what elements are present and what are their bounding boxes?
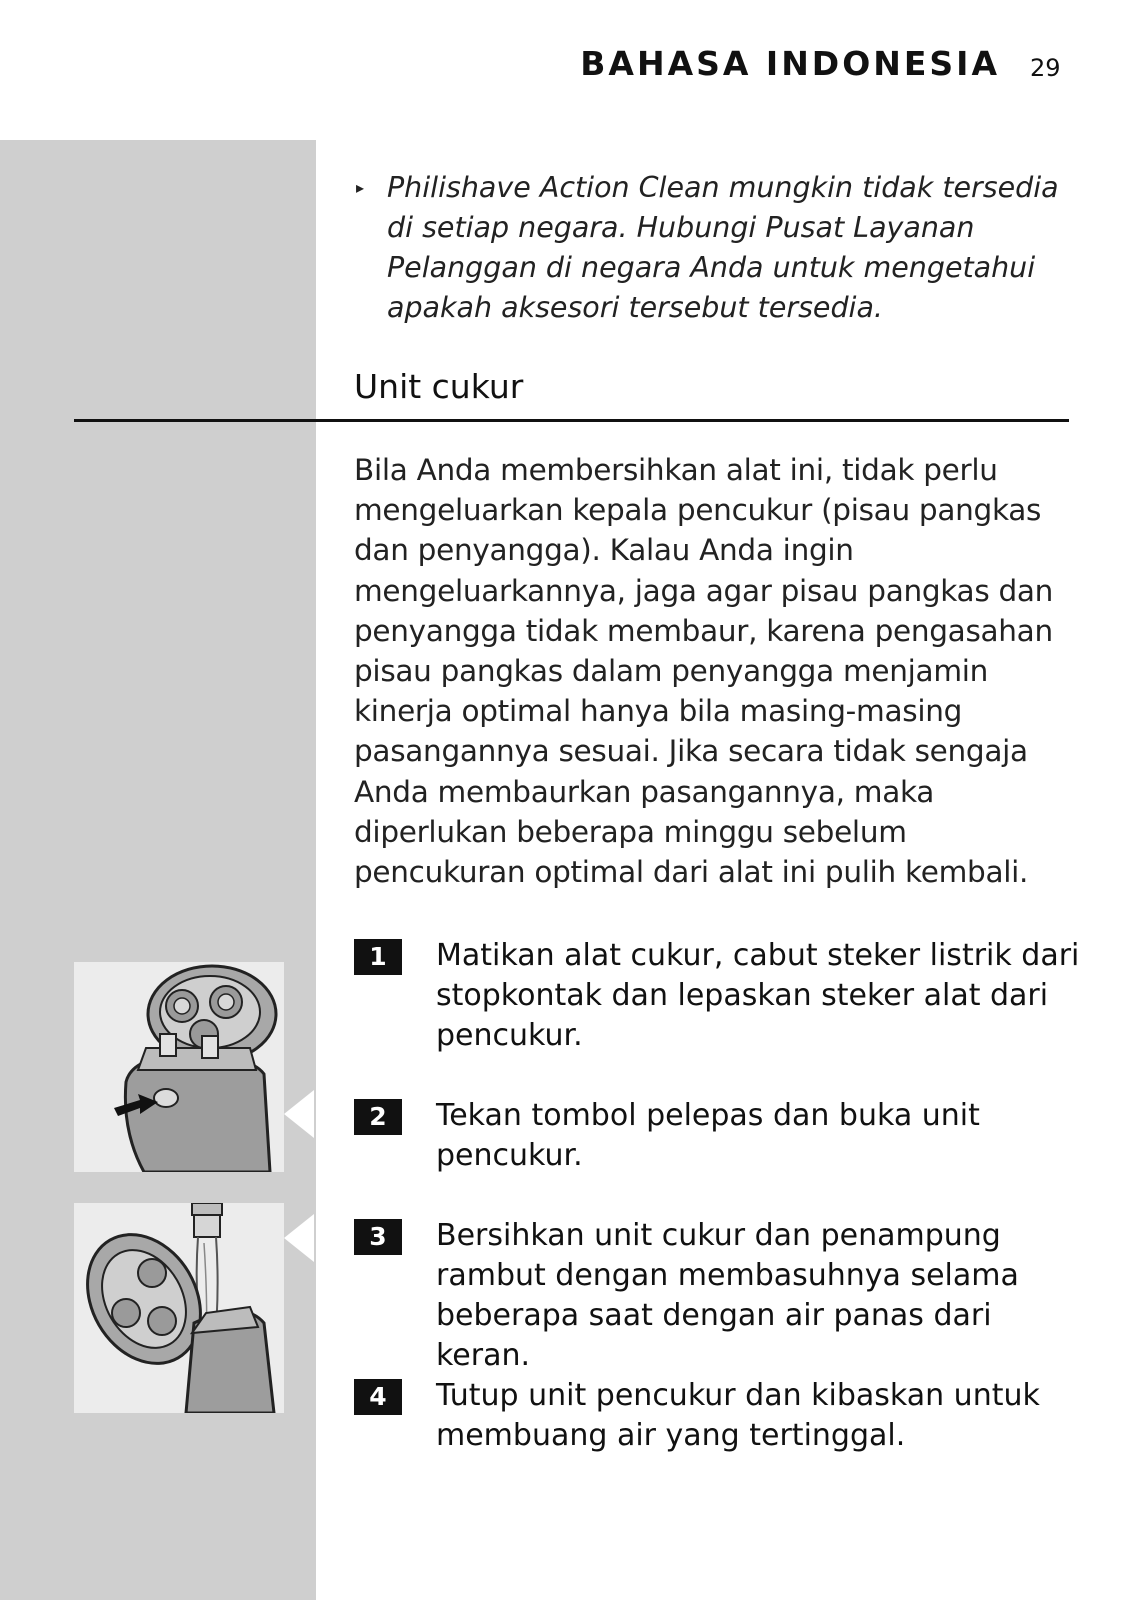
step-item	[354, 1216, 1094, 1376]
bullet-arrow-icon: ▸	[356, 178, 365, 197]
section-divider	[74, 419, 1069, 422]
illustration-pointer	[284, 1090, 314, 1138]
step-item	[354, 1096, 1094, 1176]
step-text: Tutup unit pencukur dan kibaskan untuk membuang air yang tertinggal.	[436, 1378, 1040, 1453]
shaver-rinse-under-tap-icon	[74, 1203, 284, 1413]
step-text: Matikan alat cukur, cabut steker listrik dari stopkontak dan lepaskan steker alat dari pencukur.	[436, 938, 1080, 1053]
note-text: Philishave Action Clean mungkin tidak tersedia di setiap negara. Hubungi Pusat Layanan Pelanggan di negara Anda untuk mengetahui apakah aksesori tersebut tersedia.	[387, 171, 1059, 324]
step-text: Bersihkan unit cukur dan penampung rambut dengan membasuhnya selama beberapa saat dengan air panas dari keran.	[436, 1218, 1019, 1373]
section-heading: Unit cukur	[354, 367, 524, 406]
step-item	[354, 1376, 1094, 1456]
shaver-open-illustration	[74, 962, 284, 1172]
shaver-open-release-button-icon	[74, 962, 284, 1172]
availability-note	[356, 168, 1076, 328]
step-text: Tekan tombol pelepas dan buka unit pencukur.	[436, 1098, 980, 1173]
step-number-badge: 1	[354, 939, 402, 975]
page-header-title: BAHASA INDONESIA	[580, 44, 1000, 83]
step-number-badge: 2	[354, 1099, 402, 1135]
shaver-rinse-illustration	[74, 1203, 284, 1413]
step-number-badge: 3	[354, 1219, 402, 1255]
page-number: 29	[1030, 54, 1061, 82]
illustration-pointer	[284, 1214, 314, 1262]
section-paragraph: Bila Anda membersihkan alat ini, tidak perlu mengeluarkan kepala pencukur (pisau pangkas dan penyangga). Kalau Anda ingin mengeluarkannya, jaga agar pisau pangkas dan penyangga tidak membaur, karena pengasahan pisau pangkas dalam penyangga menjamin kinerja optimal hanya bila masing-masing pasangannya sesuai. Jika secara tidak sengaja Anda membaurkan pasangannya, maka diperlukan beberapa minggu sebelum pencukuran optimal dari alat ini pulih kembali.	[354, 453, 1054, 890]
step-number-badge: 4	[354, 1379, 402, 1415]
step-item	[354, 936, 1094, 1056]
